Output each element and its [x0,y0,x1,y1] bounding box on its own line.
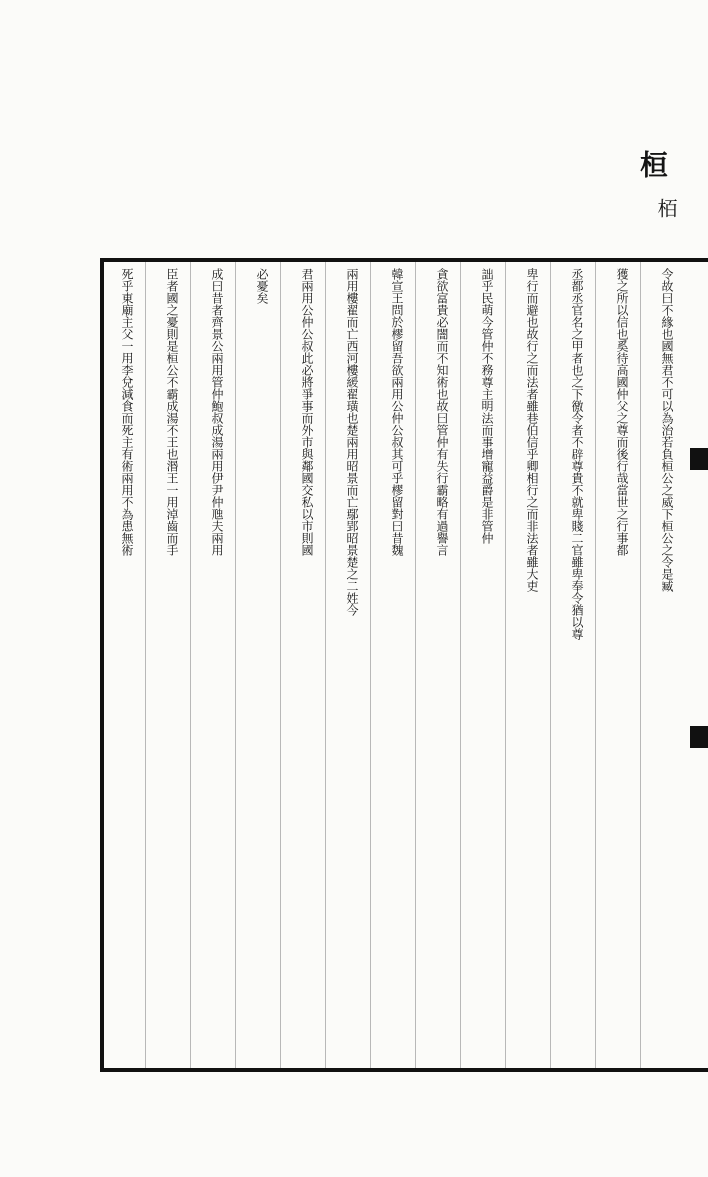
text-column-9: 君兩用公仲公叔此必將爭事而外市與鄰國交私以市則國 [300,268,314,556]
edge-tab-2 [690,726,708,748]
text-column-1: 令故曰不緣也國無君不可以為治若負桓公之威下桓公之令是臧 [660,268,674,592]
text-column-10: 必憂矣 [255,268,269,304]
margin-sub-char: 栢 [654,198,678,218]
edge-tab-1 [690,448,708,470]
text-column-11: 成曰昔者齊景公兩用管仲鮑叔成湯兩用伊尹仲虺夫兩用 [210,268,224,556]
text-column-13: 死乎東廟主父一用李兌減食而死主有術兩用不為患無術 [120,268,134,556]
text-column-2: 獲之所以信也奚待高國仲父之尊而後行哉當世之行事都 [615,268,629,556]
text-column-5: 詘乎民萌今管仲不務尊主明法而事增寵益爵是非管仲 [480,268,494,544]
margin-title-char: 桓 [636,150,669,178]
text-column-4: 卑行而避也故行之而法者雖巷伯信乎卿相行之而非法者雖大吏 [525,268,539,592]
text-column-3: 丞都丞官名之甲者也之下徼令者不辟尊貴不就卑賤二官雖卑奉令猶以尊 [570,268,584,640]
text-column-7: 韓宣王問於樛留吾欲兩用公仲公叔其可乎樛留對曰昔魏 [390,268,404,556]
text-column-12: 臣者國之憂則是桓公不霸成湯不王也湣王一用淖齒而手 [165,268,179,556]
text-column-8: 兩用樓翟而亡西河樓緩翟璜也楚兩用昭景而亡鄢郢昭景楚之二姓今 [345,268,359,616]
text-column-6: 貪欲富貴必闇而不知術也故曰管仲有失行霸略有過譽言 [435,268,449,556]
